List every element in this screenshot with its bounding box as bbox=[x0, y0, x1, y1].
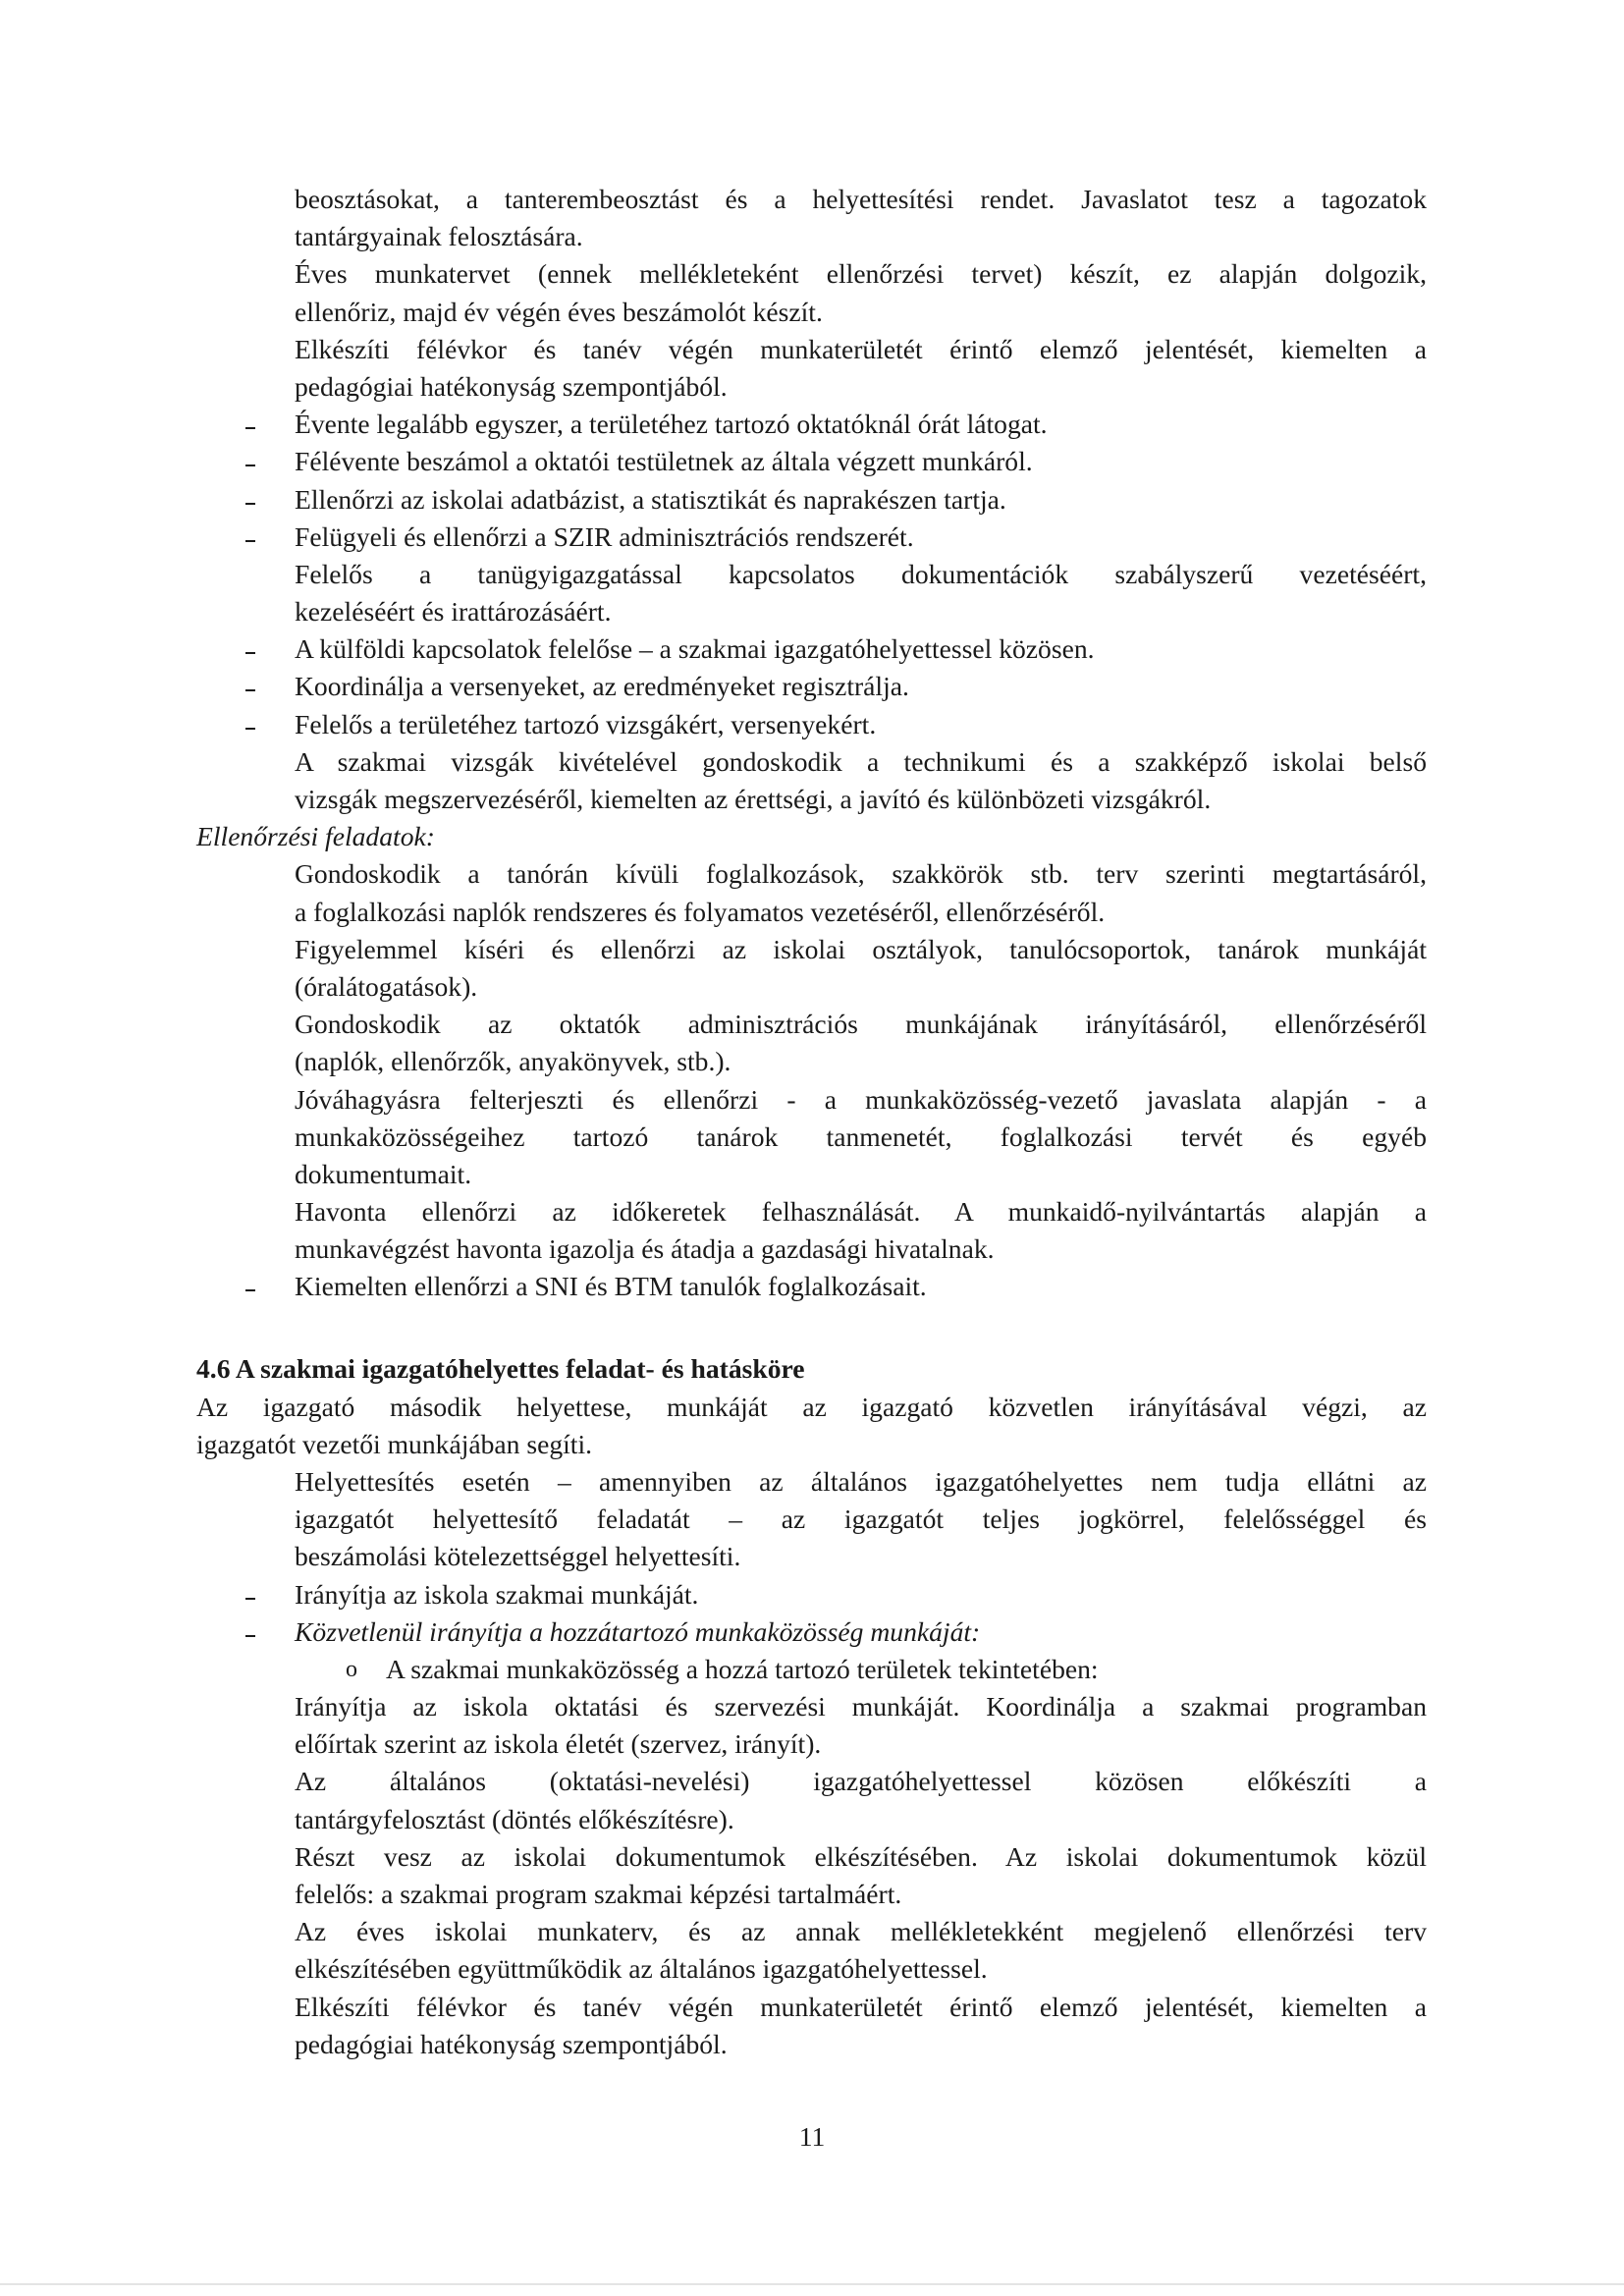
list-item: Elkészíti félévkor és tanév végén munkaterületét érintő elemző jelentését, kiemelten a pedagógiai hatékonyság szempontjából. bbox=[295, 333, 1427, 402]
section-duties-list bbox=[196, 1463, 1427, 2063]
list-item: Éves munkatervet (ennek mellékleteként ellenőrzési tervet) készít, ez alapján dolgozik, ellenőriz, majd év végén éves beszámolót készít. bbox=[295, 258, 1427, 327]
page-content bbox=[196, 181, 1427, 2063]
responsibility-list bbox=[196, 181, 1427, 818]
list-item: Ellenőrzi az iskolai adatbázist, a statisztikát és naprakészen tartja. bbox=[295, 483, 1006, 515]
list-item: Kiemelten ellenőrzi a SNI és BTM tanulók foglalkozásait. bbox=[295, 1271, 927, 1302]
list-item: Gondoskodik az oktatók adminisztrációs munkájának irányításáról, ellenőrzéséről (naplók, ellenőrzők, anyakönyvek, stb.). bbox=[295, 1009, 1427, 1077]
list-item: Az általános (oktatási-nevelési) igazgatóhelyettessel közösen előkészíti a tantárgyfelosztást (döntés előkészítésre). bbox=[295, 1766, 1427, 1834]
scan-edge-divider bbox=[0, 2283, 1624, 2285]
list-item: Koordinálja a versenyeket, az eredményeket regisztrálja. bbox=[295, 671, 909, 702]
continuation-line: tantárgyainak felosztására. bbox=[295, 221, 583, 252]
list-item: Az éves iskolai munkaterv, és az annak mellékletekként megjelenő ellenőrzési terv elkészítésében együttműködik az általános igazgatóhelyettessel. bbox=[295, 1916, 1427, 1985]
list-item: Részt vesz az iskolai dokumentumok elkészítésében. Az iskolai dokumentumok közül felelős: a szakmai program szakmai képzési tartalmáért. bbox=[295, 1840, 1427, 1910]
control-tasks-label: Ellenőrzési feladatok: bbox=[196, 821, 435, 852]
circle-bullet-icon: o bbox=[346, 1656, 357, 1682]
list-item: Helyettesítés esetén – amennyiben az általános igazgatóhelyettes nem tudja ellátni az igazgatót helyettesítő feladatát – az igazgatót teljes jogkörrel, felelősséggel és beszámolási kötelezettséggel helyettesíti. bbox=[295, 1465, 1427, 1572]
list-item: Felelős a területéhez tartozó vizsgákért, versenyekért. bbox=[295, 708, 877, 739]
list-item: Közvetlenül irányítja a hozzátartozó munkaközösség munkáját: bbox=[295, 1615, 981, 1647]
list-item: Irányítja az iskola szakmai munkáját. bbox=[295, 1578, 699, 1610]
control-tasks-list bbox=[196, 855, 1427, 1305]
list-item: Elkészíti félévkor és tanév végén munkaterületét érintő elemző jelentését, kiemelten a pedagógiai hatékonyság szempontjából. bbox=[295, 1991, 1427, 2059]
section-heading: 4.6 A szakmai igazgatóhelyettes feladat- és hatásköre bbox=[196, 1353, 805, 1385]
section-spacer bbox=[196, 1306, 1427, 1351]
list-item: A szakmai vizsgák kivételével gondoskodik a technikumi és a szakképző iskolai belső vizsgák megszervezéséről, kiemelten az érettségi, a javító és különbözeti vizsgákról. bbox=[295, 745, 1427, 814]
section-intro: Az igazgató második helyettese, munkáját az igazgató közvetlen irányításával végzi, az igazgatót vezetői munkájában segíti. bbox=[196, 1391, 1427, 1459]
list-item: Gondoskodik a tanórán kívüli foglalkozások, szakkörök stb. terv szerinti megtartásáról, a foglalkozási naplók rendszeres és folyamatos vezetéséről, ellenőrzéséről. bbox=[295, 858, 1427, 927]
list-item: Figyelemmel kíséri és ellenőrzi az iskolai osztályok, tanulócsoportok, tanárok munkáját (óralátogatások). bbox=[295, 933, 1427, 1002]
list-item: Félévente beszámol a oktatói testületnek az általa végzett munkáról. bbox=[295, 446, 1033, 477]
continuation-line: beosztásokat, a tanterembeosztást és a helyettesítési rendet. Javaslatot tesz a tagozatok bbox=[295, 184, 1427, 214]
list-item: Évente legalább egyszer, a területéhez tartozó oktatóknál órát látogat. bbox=[295, 409, 1048, 440]
list-item: Havonta ellenőrzi az időkeretek felhasználását. A munkaidő-nyilvántartás alapján a munkavégzést havonta igazolja és átadja a gazdasági hivatalnak. bbox=[295, 1196, 1427, 1265]
list-item: Jóváhagyásra felterjeszti és ellenőrzi - a munkaközösség-vezető javaslata alapján - a munkaközösségeihez tartozó tanárok tanmenetét, foglalkozási tervét és egyéb dokumentumait. bbox=[295, 1083, 1427, 1189]
list-item: Felügyeli és ellenőrzi a SZIR adminisztrációs rendszerét. bbox=[295, 520, 914, 552]
list-item: A külföldi kapcsolatok felelőse – a szakmai igazgatóhelyettessel közösen. bbox=[295, 633, 1095, 665]
list-item: Irányítja az iskola oktatási és szervezési munkáját. Koordinálja a szakmai programban előírtak szerint az iskola életét (szervez, irányít). bbox=[295, 1691, 1427, 1760]
sub-list-item: o A szakmai munkaközösség a hozzá tartozó területek tekintetében: bbox=[196, 1651, 1427, 1688]
list-item: Felelős a tanügyigazgatással kapcsolatos dokumentációk szabályszerű vezetéséért, kezeléséért és irattározásáért. bbox=[295, 558, 1427, 628]
page-number: 11 bbox=[798, 2121, 826, 2152]
